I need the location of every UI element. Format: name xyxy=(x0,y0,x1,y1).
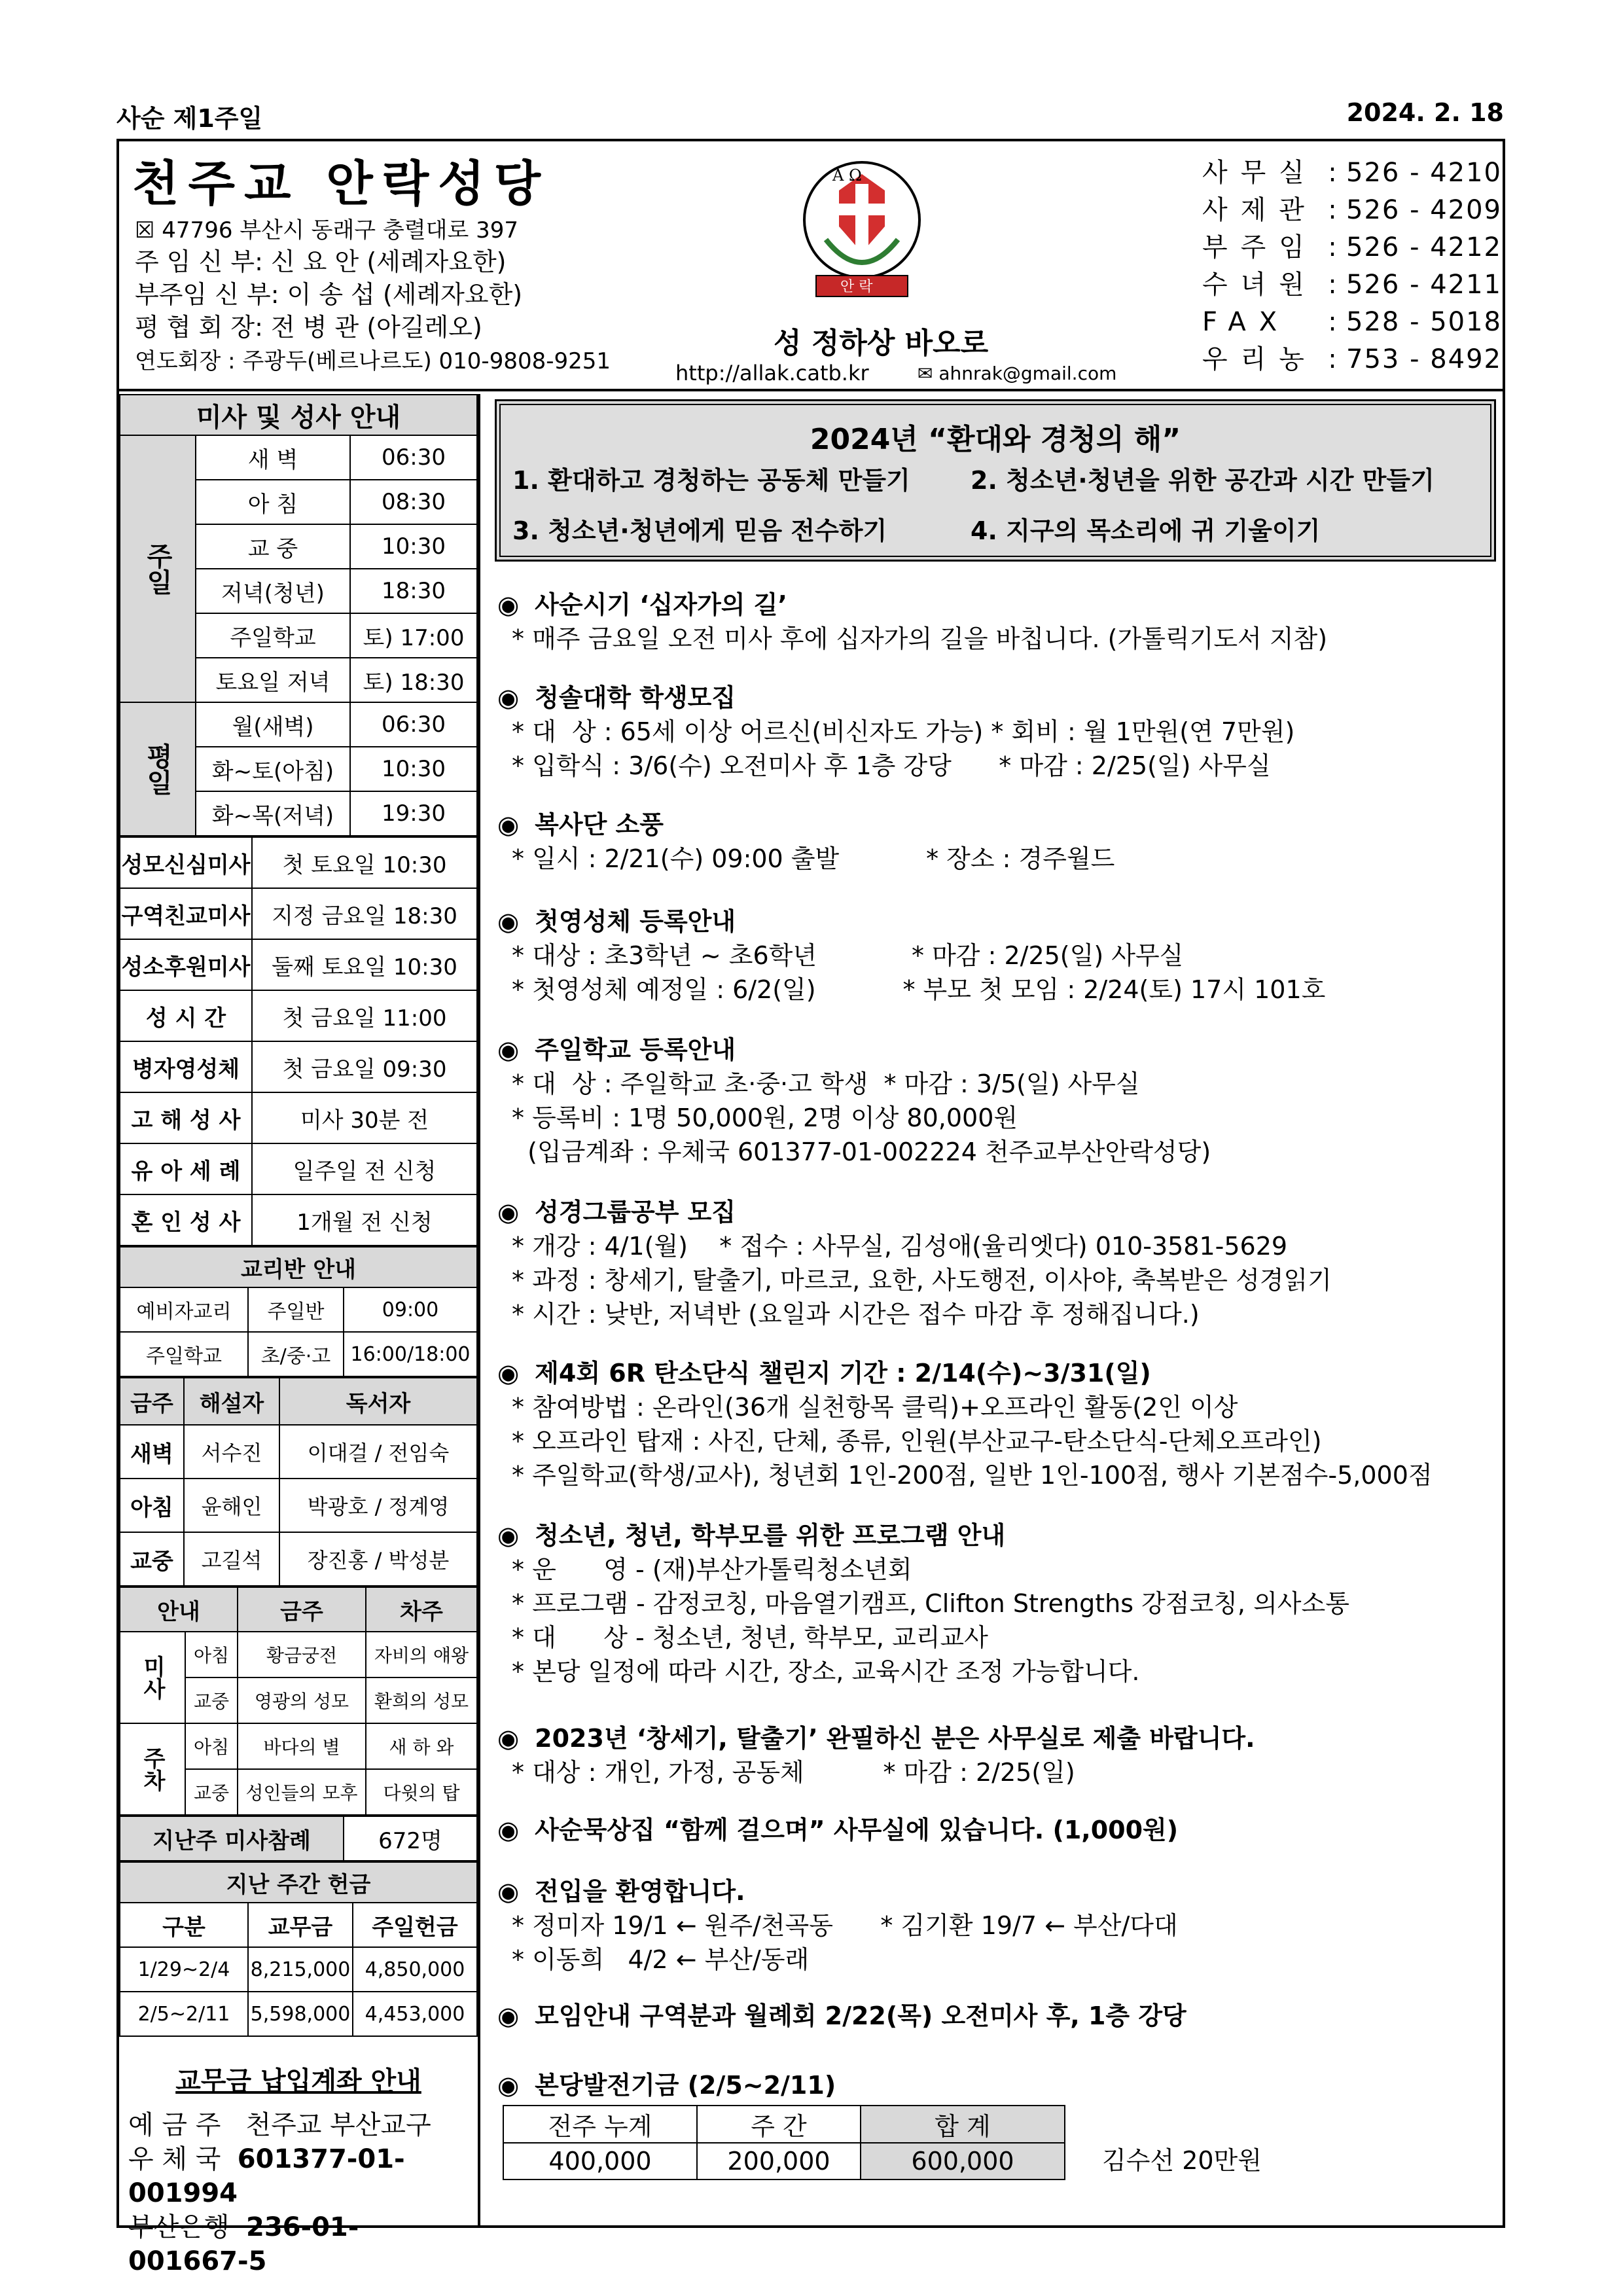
phone-row: 수녀원 : 526 - 4211 xyxy=(1202,270,1503,300)
mass-title: 미사 및 성사 안내 xyxy=(120,395,477,435)
theme-item: 1. 환대하고 경청하는 공동체 만들기 xyxy=(512,466,910,495)
issue-label: 사순 제1주일 xyxy=(116,104,263,133)
issue-date: 2024. 2. 18 xyxy=(1346,98,1504,127)
notice: ◉ 본당발전기금 (2/5~2/11) xyxy=(497,2068,836,2102)
mail-icon: ✉ xyxy=(918,363,939,384)
fund-donor: 김수선 20만원 xyxy=(1102,2146,1262,2175)
assistant-pastor: 부주임 신 부: 이 송 섭 (세례자요한) xyxy=(135,280,523,309)
account-title: 교무금 납입계좌 안내 xyxy=(175,2066,421,2096)
address: ☒ 47796 부산시 동래구 충렬대로 397 xyxy=(135,217,519,243)
phone-list xyxy=(1202,154,1502,378)
council-president: 평 협 회 장: 전 병 관 (아길레오) xyxy=(135,313,482,342)
phone-row: 사제관 : 526 - 4209 xyxy=(1202,195,1503,225)
guide-table: 안내 금주 차주 미사 아침 황금궁전 자비의 얘왕 교중 영광의 성모 환희의 성모 주차 아침 바다의 별 새 하 와 교중 성인들의 모후 다윗의 탑 xyxy=(119,1587,478,1816)
notice: ◉ 성경그룹공부 모집 * 개강 : 4/1(월) * 접수 : 사무실, 김성애(율리엣다) 010-3581-5629 * 과정 : 창세기, 탈출기, 마르코, 요한, 사도행전, 이사야, 축복받은 성경읽기 * 시간 : 낮반, 저녁반 (요일과 시간은 접수 마감 후 정해집니다.) xyxy=(497,1195,1332,1331)
account-info: 예 금 주 천주교 부산교구 우 체 국 601377-01-001994 부산은행 236-01-001667-5 xyxy=(128,2110,431,2276)
pastor: 주 임 신 부: 신 요 안 (세례자요한) xyxy=(135,247,507,276)
notice: ◉ 복사단 소풍 * 일시 : 2/21(수) 09:00 출발 * 장소 : 경주월드 xyxy=(497,808,1115,876)
phone-row: 부주임 : 526 - 4212 xyxy=(1202,232,1503,262)
phone-row: 우리농 : 753 - 8492 xyxy=(1202,344,1503,374)
notice: ◉ 2023년 ‘창세기, 탈출기’ 완필하신 분은 사무실로 제출 바랍니다. * 대상 : 개인, 가정, 공동체 * 마감 : 2/25(일) xyxy=(497,1721,1255,1789)
attendance-table: 지난주 미사참례 672명 xyxy=(119,1816,478,1861)
notice: ◉ 제4회 6R 탄소단식 챌린지 기간 : 2/14(수)~3/31(일) * 참여방법 : 온라인(36개 실천항목 클릭)+오프라인 활동(2인 이상 * 오프라인 탑재 : 사진, 단체, 종류, 인원(부산교구-탄소단식-단체오프라인) * 주일학교(학생/교사), 청년회 1인-200점, 일반 1인-100점, 행사 기본점수-5,000점 xyxy=(497,1356,1433,1492)
notice: ◉ 청소년, 청년, 학부모를 위한 프로그램 안내 * 운 영 - (재)부산가톨릭청소년회 * 프로그램 - 감정코칭, 마음열기캠프, Clifton Strengths 강점코칭, 의사소통 * 대 상 - 청소년, 청년, 학부모, 교리교사 * 본당 일정에 따라 시간, 장소, 교육시간 조정 가능합니다. xyxy=(497,1518,1349,1689)
notice: ◉ 사순시기 ‘십자가의 길’ * 매주 금요일 오전 미사 후에 십자가의 길을 바칩니다. (가톨릭기도서 지참) xyxy=(497,588,1327,656)
mass-table: 미사 및 성사 안내 주일 새 벽 06:30 아 침 08:30 교 중 10:30 저녁(청년) 18:30 주일학교 토) 17:00 토요일 저녁 토) 18:30 평일 월(새벽) 06:30 화~토(아침) 10:30 화~목(저녁) 19:30 xyxy=(119,394,478,836)
logo-text: 안 락 xyxy=(840,279,873,295)
parish-title: 천주교 안락성당 xyxy=(132,156,550,212)
parish-logo-icon xyxy=(787,154,937,305)
logo-letters: A Ω xyxy=(832,166,862,185)
theme-box xyxy=(495,399,1496,562)
theme-item: 4. 지구의 목소리에 귀 기울이기 xyxy=(971,516,1321,545)
theme-item: 3. 청소년·청년에게 믿음 전수하기 xyxy=(512,516,887,545)
patron-saint: 성 정하상 바오로 xyxy=(774,327,989,360)
right-column xyxy=(483,394,1505,2228)
phone-row: 사무실 : 526 - 4210 xyxy=(1202,158,1503,188)
notice: ◉ 주일학교 등록안내 * 대 상 : 주일학교 초·중·고 학생 * 마감 : 3/5(일) 사무실 * 등록비 : 1명 50,000원, 2명 이상 80,000원 (입금계좌 : 우체국 601377-01-002224 천주교부산안락성당) xyxy=(497,1033,1211,1169)
phone-row: FAX : 528 - 5018 xyxy=(1202,307,1503,337)
weekday-label: 평일 xyxy=(120,702,196,836)
catechism-table: 교리반 안내 예비자교리 주일반 09:00 주일학교 초/중·고 16:00/18:00 xyxy=(119,1246,478,1377)
special-mass-table: 성모신심미사 첫 토요일 10:30 구역친교미사 지정 금요일 18:30 성소후원미사 둘째 토요일 10:30 성 시 간 첫 금요일 11:00 병자영성체 첫 금요일 09:30 고 해 성 사 미사 30분 전 유 아 세 례 일주일 전 신청 혼 인 성 사 1개월 전 신청 xyxy=(119,836,478,1246)
left-column xyxy=(119,394,480,2276)
fund-table: 전주 누계 주 간 합 계 400,000 200,000 600,000 xyxy=(503,2105,1065,2180)
readers-table: 금주 해설자 독서자 새벽 서수진 이대걸 / 전임숙 아침 윤해인 박광호 / 정계영 교중 고길석 장진홍 / 박성분 xyxy=(119,1377,478,1587)
bulletin-frame xyxy=(116,139,1505,2276)
notice: ◉ 전입을 환영합니다. * 정미자 19/1 ← 원주/천곡동 * 김기환 19/7 ← 부산/다대 * 이동희 4/2 ← 부산/동래 xyxy=(497,1874,1178,1977)
offering-table: 지난 주간 헌금 구분 교무금 주일헌금 1/29~2/4 8,215,000 4,850,000 2/5~2/11 5,598,000 4,453,000 xyxy=(119,1861,478,2037)
theme-title: 2024년 “환대와 경청의 해” xyxy=(810,423,1181,456)
website-link[interactable]: http://allak.catb.kr xyxy=(675,361,869,386)
notice: ◉ 첫영성체 등록안내 * 대상 : 초3학년 ~ 초6학년 * 마감 : 2/25(일) 사무실 * 첫영성체 예정일 : 6/2(일) * 부모 첫 모임 : 2/24(토) 17시 101호 xyxy=(497,905,1325,1007)
notice: ◉ 청솔대학 학생모집 * 대 상 : 65세 이상 어르신(비신자도 가능) * 회비 : 월 1만원(연 7만원) * 입학식 : 3/6(수) 오전미사 후 1층 강당 * 마감 : 2/25(일) 사무실 xyxy=(497,681,1294,783)
theme-item: 2. 청소년·청년을 위한 공간과 시간 만들기 xyxy=(971,466,1435,495)
email-link[interactable]: ✉ ahnrak@gmail.com xyxy=(918,363,1117,384)
sunday-label: 주일 xyxy=(120,435,196,702)
yeondo-president: 연도회장 : 주광두(베르나르도) 010-9808-9251 xyxy=(135,348,611,374)
mail-icon: ☒ xyxy=(135,217,162,243)
header xyxy=(119,141,1503,391)
notice: ◉ 모임안내 구역분과 월례회 2/22(목) 오전미사 후, 1층 강당 xyxy=(497,1999,1186,2033)
notice: ◉ 사순묵상집 “함께 걸으며” 사무실에 있습니다. (1,000원) xyxy=(497,1813,1178,1847)
